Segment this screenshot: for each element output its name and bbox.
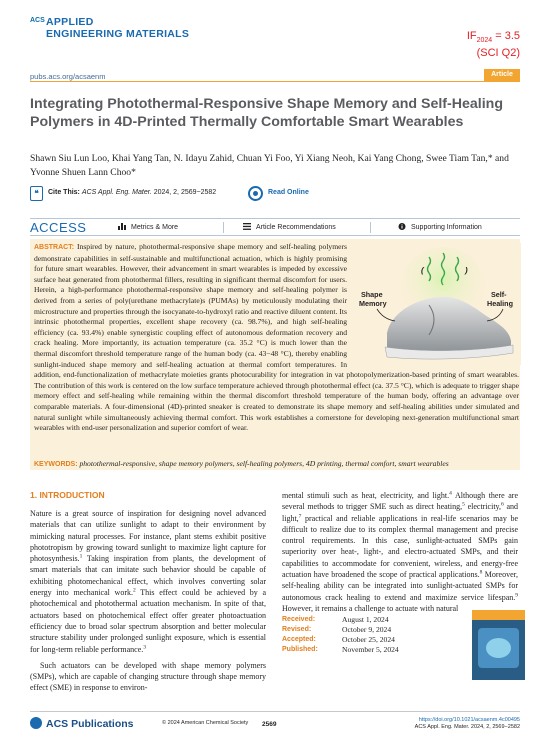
accepted-date: October 25, 2024 [342,635,395,644]
cover-art-circle [486,638,511,658]
abstract-body: Inspired by nature, photothermal-responsive shape memory and self-healing polymers demonstrate capabilities in self-sustainable and multifunctional actuation, which is highly promising for future smart wearables. However, their advancement in smart wearables is impeded by excessive surface heat generated from photothermal fillers, resulting in significant thermal discomfort for users. Herein, a high-performance photothermal-responsive shape memory and self-healing polymer is derived from a series of poly(urethane methacrylate)s (PUMAs) by meticulously modulating their microstructure and properties through the isocyanate-to-hydroxyl ratio and reactive diluent content. Its intrinsic photothermal properties, excellent shape recovery (ca. 98.7%), and high self-healing efficiency (ca. 93.4%) enable synergistic coupling effect of autonomous deformation recovery and crack healing. More importantly, its actuation temperature (ca. 35.2 °C) is much lower than the thermal discomfort threshold temperature range of the human body (ca. 43−48 °C), thereby enabling sunlight-induced shape memory and self-healing actuation at thermal comfort temperatures. In addition, end-functionalization of methacrylate moieties grants photocurability for integration in vat photopolymerization-based printing of smart wearables. The contribution of this work is centered on the low surface temperature achieved through photothermal effect (ca. 37.5 °C), which is adequate to trigger shape memory effect and self-healing while remaining within the thermal discomfort threshold temperature of the human body, offering an advantage over comparable materials. A four-dimensional (4D)-printed sneaker is created to demonstrate its shape memory and self-healing abilities under simulated and natural sunlight while simultaneously achieving thermal comfort. This work establishes a cornerstone for developing next-generation multifunctional smart wearables with end-user personalization and superior comfort of wear. [34,242,519,433]
read-online-icon[interactable] [248,186,263,201]
history-row [282,615,399,625]
received-date: August 1, 2024 [342,615,389,624]
cite-journal: ACS Appl. Eng. Mater. [81,189,152,196]
cite-label[interactable]: Cite This: [48,189,80,196]
citation-ref[interactable]: 1 [79,553,83,560]
history-row [282,645,399,655]
impact-value: = 3.5 [492,30,520,42]
footer-divider [30,711,520,712]
citation-ref[interactable]: 6 [501,501,504,508]
history-row [282,625,399,635]
intro-r1a: mental stimuli such as heat, electricity, and light. [282,491,450,500]
journal-name-line2: ENGINEERING MATERIALS [46,28,190,40]
published-label: Published: [282,646,318,653]
label-shape: Shape [361,290,383,299]
bracket-label-left: ( [421,266,424,275]
history-table [282,615,399,655]
arrow-line-left [377,309,395,321]
supporting-info-label: Supporting Information [411,224,482,231]
body-left-column [30,490,266,699]
header-divider [30,81,520,82]
doi-block [415,717,520,731]
access-label: ACCESS [30,220,87,235]
supporting-info-link[interactable] [398,223,482,231]
acs-mark: ACS [30,17,45,24]
cite-row [30,186,330,204]
citation-ref[interactable]: 8 [479,569,483,576]
quote-icon[interactable]: ❝ [30,186,43,201]
info-icon [398,223,406,230]
metrics-label: Metrics & More [131,224,179,231]
intro-r1d: and light, [282,502,518,523]
page-number: 2569 [262,721,277,728]
cover-banner [472,610,525,620]
recommendations-label: Article Recommendations [256,224,336,231]
label-memory: Memory [359,299,387,308]
list-icon [243,223,251,230]
article-title: Integrating Photothermal-Responsive Shape Memory and Self-Healing Polymers in 4D-Printed Thermally Comfortable Smart Wearables [30,96,503,130]
intro-r1f: Moreover, self-healing ability can be integrated into sunlight-actuated SMPs for autonomous crack healing to extend and maximize service lifespan. [282,570,518,602]
section-heading-introduction: 1. INTRODUCTION [30,490,105,500]
intro-r1b: Although there are several methods to trigger SME such as direct heating, [282,491,518,512]
intro-paragraph-3 [282,490,518,614]
doi-link[interactable]: https://doi.org/10.1021/acsaenm.4c00495 [418,717,520,723]
access-separator [370,222,371,233]
published-date: November 5, 2024 [342,645,399,654]
keywords-heading: KEYWORDS: [34,461,78,468]
history-row [282,635,399,645]
bracket-label-right: ) [465,266,468,275]
publication-history [282,610,525,716]
body-right-column [282,490,518,619]
label-healing: Healing [487,299,513,308]
keywords [34,459,519,470]
intro-r1c: electricity, [464,502,502,512]
impact-quartile: (SCI Q2) [476,47,520,60]
citation-ref[interactable]: 3 [143,643,147,650]
sneaker-illustration [357,243,521,365]
intro-paragraph-1 [30,508,266,655]
intro-p1b: Taking inspiration from plants, the development of smart materials that can imitate such behavior should be capable of exhibiting photomechanical effect, which involves converting solar energy into mechanical work. [30,554,266,598]
citation-ref[interactable]: 5 [462,501,465,508]
cite-text [48,189,216,196]
intro-p1a: Nature is a great source of inspiration for designing novel advanced materials that can utilize sunlight to adapt to their environment by mimicking natural processes. For instance, plant stems exhibit positive phototropism by growing toward sunlight to maximize light capture for photosynthesis. [30,509,266,564]
journal-cover-thumbnail[interactable] [472,610,525,680]
journal-reference: ACS Appl. Eng. Mater. 2024, 2, 2569−2582 [414,724,520,730]
impact-factor [467,30,520,59]
revised-label: Revised: [282,626,312,633]
intro-paragraph-2: Such actuators can be developed with shape memory polymers (SMPs), which are capable of changing structure through shape memory effect (SME) in response to environ- [30,660,266,693]
journal-url[interactable]: pubs.acs.org/acsaenm [30,72,106,81]
accepted-label: Accepted: [282,636,316,643]
intro-p1c: This effect could be achieved by a photochemical and photothermal actuation mechanism. In spite of that, actuators based on photochemical effect offer greater photoactuation efficiency due to broad solar spectrum absorption and better molecular structure stability under prolonged sunlight exposure, which is essential for long-term reliable performance. [30,588,266,654]
citation-ref[interactable]: 7 [298,512,302,519]
citation-ref[interactable]: 4 [449,490,452,497]
journal-name-line1: APPLIED [46,16,94,28]
publisher-name: ACS Publications [46,718,134,730]
citation-ref[interactable]: 2 [133,587,136,594]
copyright: © 2024 American Chemical Society [162,720,249,726]
intro-r1g: However, it remains a challenge to actuate with natural [282,603,459,613]
abstract-heading: ABSTRACT: [34,244,75,251]
bar-chart-icon [118,223,126,230]
graphical-abstract [357,243,521,365]
citation-ref[interactable]: 9 [515,592,518,599]
received-label: Received: [282,616,316,623]
access-separator [223,222,224,233]
label-self: Self- [491,290,507,299]
impact-label: IF [466,30,477,42]
recommendations-link[interactable] [243,223,336,231]
journal-logo [30,16,220,40]
keywords-list: photothermal-responsive, shape memory polymers, self-healing polymers, 4D printing, thermal comfort, smart wearables [77,459,449,468]
acs-publications-logo[interactable] [30,717,134,730]
article-type-badge: Article [484,69,520,81]
impact-year: 2024 [476,37,493,45]
intro-r1e: practical and reliable applications in real-life scenarios may be difficult to realize due to its complex thermal management and precise control requirements. In this case, sunlight-actuated SMPs gain superiority over heat-, light-, and electro-actuated SMPs, and their capabilities to accommodate for convenient, wireless, and energy-free actuation have broadened the scope of practical applications. [282,513,518,580]
cite-details: 2024, 2, 2569−2582 [151,189,217,196]
revised-date: October 9, 2024 [342,625,392,634]
read-online-link[interactable]: Read Online [268,189,309,196]
access-bar [30,218,520,236]
author-list: Shawn Siu Lun Loo, Khai Yang Tan, N. Idayu Zahid, Chuan Yi Foo, Yi Xiang Neoh, Kai Yang Chong, Swee Tiam Tan,* and Yvonne Shuen Lann Choo* [30,153,509,178]
acs-logo-icon [30,717,42,729]
abstract-box [30,239,520,470]
metrics-link[interactable] [118,223,178,231]
